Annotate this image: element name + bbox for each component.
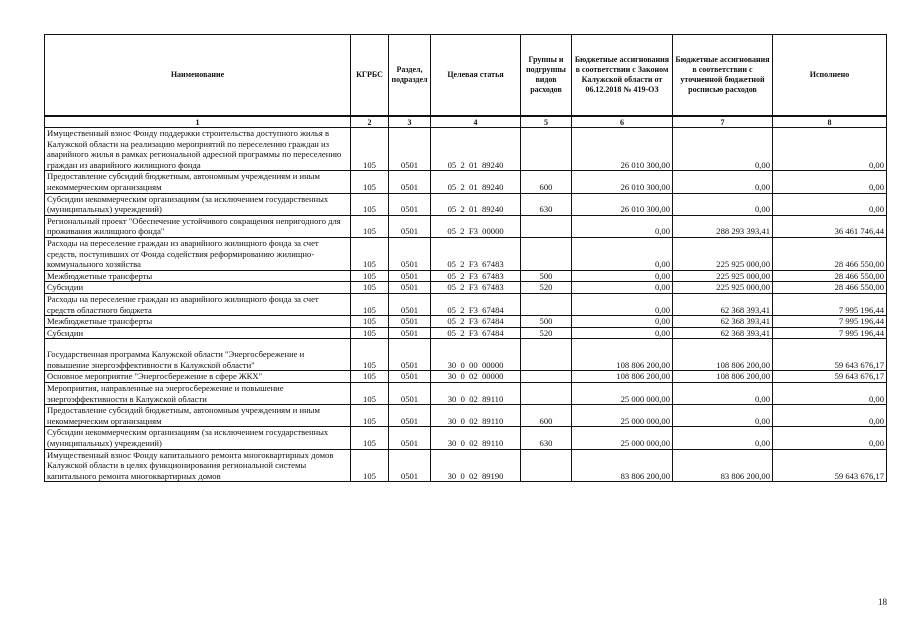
row-executed: 7 995 196,44 <box>773 293 887 315</box>
row-expense-group: 600 <box>521 171 572 193</box>
row-revised-allocation: 0,00 <box>673 427 773 449</box>
row-executed: 0,00 <box>773 427 887 449</box>
row-kgrbs: 105 <box>351 339 389 371</box>
row-executed: 59 643 676,17 <box>773 371 887 383</box>
row-law-allocation: 26 010 300,00 <box>572 128 673 171</box>
header-target-article: Целевая статья <box>431 35 521 117</box>
row-section: 0501 <box>389 316 431 328</box>
row-section: 0501 <box>389 449 431 482</box>
header-executed: Исполнено <box>773 35 887 117</box>
row-revised-allocation: 225 925 000,00 <box>673 282 773 294</box>
column-number: 6 <box>572 116 673 128</box>
row-name: Межбюджетные трансферты <box>45 316 351 328</box>
row-kgrbs: 105 <box>351 427 389 449</box>
table-body <box>45 128 887 482</box>
row-name: Имущественный взнос Фонду поддержки строительства доступного жилья в Калужской области на реализацию мероприятий по переселению граждан из аварийного жилья в рамках региональной адресной программы по переселению граждан из аварийного жилищного фонда <box>45 128 351 171</box>
row-expense-group <box>521 215 572 237</box>
header-revised-allocations: Бюджетные ассигнования в соответствии с уточненной бюджетной росписью расходов <box>673 35 773 117</box>
row-expense-group: 630 <box>521 427 572 449</box>
table-row <box>45 449 887 482</box>
row-section: 0501 <box>389 293 431 315</box>
row-name: Предоставление субсидий бюджетным, автономным учреждениям и иным некоммерческим организациям <box>45 405 351 427</box>
row-law-allocation: 108 806 200,00 <box>572 339 673 371</box>
page-number: 18 <box>878 597 887 607</box>
row-expense-group <box>521 128 572 171</box>
row-target-article: 05 2 F3 00000 <box>431 215 521 237</box>
row-revised-allocation: 0,00 <box>673 405 773 427</box>
row-executed: 0,00 <box>773 171 887 193</box>
row-section: 0501 <box>389 427 431 449</box>
row-target-article: 05 2 01 89240 <box>431 171 521 193</box>
row-name: Имущественный взнос Фонду капитального ремонта многоквартирных домов Калужской области в целях функционирования региональной системы капитального ремонта многоквартирных домов <box>45 449 351 482</box>
row-kgrbs: 105 <box>351 282 389 294</box>
row-revised-allocation: 0,00 <box>673 171 773 193</box>
row-expense-group <box>521 371 572 383</box>
row-target-article: 05 2 01 89240 <box>431 193 521 215</box>
row-name: Субсидии <box>45 282 351 294</box>
table-row <box>45 371 887 383</box>
row-law-allocation: 0,00 <box>572 215 673 237</box>
row-section: 0501 <box>389 171 431 193</box>
row-expense-group <box>521 383 572 405</box>
budget-table <box>44 34 887 482</box>
row-kgrbs: 105 <box>351 237 389 270</box>
row-executed: 36 461 746,44 <box>773 215 887 237</box>
row-section: 0501 <box>389 383 431 405</box>
row-revised-allocation: 83 806 200,00 <box>673 449 773 482</box>
row-revised-allocation: 0,00 <box>673 128 773 171</box>
row-law-allocation: 0,00 <box>572 270 673 282</box>
row-name: Региональный проект "Обеспечение устойчивого сокращения непригодного для проживания жилищного фонда" <box>45 215 351 237</box>
row-law-allocation: 25 000 000,00 <box>572 427 673 449</box>
row-kgrbs: 105 <box>351 405 389 427</box>
row-kgrbs: 105 <box>351 383 389 405</box>
row-target-article: 30 0 02 89190 <box>431 449 521 482</box>
row-kgrbs: 105 <box>351 293 389 315</box>
row-section: 0501 <box>389 215 431 237</box>
table-row <box>45 171 887 193</box>
row-law-allocation: 0,00 <box>572 293 673 315</box>
column-number: 8 <box>773 116 887 128</box>
row-executed: 0,00 <box>773 128 887 171</box>
row-executed: 0,00 <box>773 383 887 405</box>
row-law-allocation: 0,00 <box>572 237 673 270</box>
row-kgrbs: 105 <box>351 270 389 282</box>
table-row <box>45 293 887 315</box>
table-row <box>45 270 887 282</box>
row-expense-group: 600 <box>521 405 572 427</box>
row-target-article: 05 2 01 89240 <box>431 128 521 171</box>
row-law-allocation: 26 010 300,00 <box>572 193 673 215</box>
row-name: Субсидии некоммерческим организациям (за исключением государственных (муниципальных) учреждений) <box>45 193 351 215</box>
row-law-allocation: 108 806 200,00 <box>572 371 673 383</box>
row-target-article: 30 0 02 89110 <box>431 383 521 405</box>
table-row <box>45 128 887 171</box>
header-law-allocations: Бюджетные ассигнования в соответствии с Законом Калужской области от 06.12.2018 № 419-ОЗ <box>572 35 673 117</box>
row-name: Мероприятия, направленные на энергосбережение и повышение энергоэффективности в Калужской области <box>45 383 351 405</box>
column-number: 2 <box>351 116 389 128</box>
row-name: Расходы на переселение граждан из аварийного жилищного фонда за счет средств областного бюджета <box>45 293 351 315</box>
column-number: 4 <box>431 116 521 128</box>
row-executed: 7 995 196,44 <box>773 327 887 339</box>
row-name: Предоставление субсидий бюджетным, автономным учреждениям и иным некоммерческим организациям <box>45 171 351 193</box>
row-target-article: 30 0 02 89110 <box>431 427 521 449</box>
column-number: 1 <box>45 116 351 128</box>
row-target-article: 05 2 F3 67484 <box>431 293 521 315</box>
row-revised-allocation: 62 368 393,41 <box>673 316 773 328</box>
row-section: 0501 <box>389 237 431 270</box>
row-name: Субсидии <box>45 327 351 339</box>
header-expense-groups: Группы и подгруппы видов расходов <box>521 35 572 117</box>
row-expense-group <box>521 339 572 371</box>
row-law-allocation: 25 000 000,00 <box>572 383 673 405</box>
table-row <box>45 405 887 427</box>
row-expense-group <box>521 293 572 315</box>
table-row <box>45 427 887 449</box>
row-section: 0501 <box>389 270 431 282</box>
column-number: 3 <box>389 116 431 128</box>
row-executed: 7 995 196,44 <box>773 316 887 328</box>
header-name: Наименование <box>45 35 351 117</box>
table-row <box>45 282 887 294</box>
row-kgrbs: 105 <box>351 371 389 383</box>
table-row <box>45 339 887 371</box>
row-kgrbs: 105 <box>351 449 389 482</box>
row-name: Межбюджетные трансферты <box>45 270 351 282</box>
header-kgrbs: КГРБС <box>351 35 389 117</box>
row-name: Субсидии некоммерческим организациям (за исключением государственных (муниципальных) учреждений) <box>45 427 351 449</box>
row-expense-group: 500 <box>521 270 572 282</box>
row-target-article: 05 2 F3 67483 <box>431 270 521 282</box>
table-row <box>45 237 887 270</box>
row-section: 0501 <box>389 339 431 371</box>
row-section: 0501 <box>389 282 431 294</box>
row-kgrbs: 105 <box>351 128 389 171</box>
row-law-allocation: 0,00 <box>572 282 673 294</box>
row-executed: 28 466 550,00 <box>773 270 887 282</box>
row-revised-allocation: 108 806 200,00 <box>673 339 773 371</box>
row-executed: 28 466 550,00 <box>773 237 887 270</box>
row-name: Расходы на переселение граждан из аварийного жилищного фонда за счет средств, поступивших от Фонда содействия реформированию жилищно-коммунального хозяйства <box>45 237 351 270</box>
row-target-article: 05 2 F3 67484 <box>431 316 521 328</box>
row-expense-group: 500 <box>521 316 572 328</box>
row-name: Государственная программа Калужской области "Энергосбережение и повышение энергоэффективности в Калужской области" <box>45 339 351 371</box>
row-kgrbs: 105 <box>351 215 389 237</box>
row-expense-group: 520 <box>521 327 572 339</box>
row-law-allocation: 0,00 <box>572 316 673 328</box>
row-section: 0501 <box>389 327 431 339</box>
header-section: Раздел, подраздел <box>389 35 431 117</box>
row-target-article: 30 0 00 00000 <box>431 339 521 371</box>
row-law-allocation: 83 806 200,00 <box>572 449 673 482</box>
row-revised-allocation: 225 925 000,00 <box>673 270 773 282</box>
table-header <box>45 35 887 128</box>
column-number: 5 <box>521 116 572 128</box>
row-expense-group: 520 <box>521 282 572 294</box>
row-target-article: 05 2 F3 67484 <box>431 327 521 339</box>
table-row <box>45 193 887 215</box>
column-number: 7 <box>673 116 773 128</box>
row-kgrbs: 105 <box>351 193 389 215</box>
row-kgrbs: 105 <box>351 171 389 193</box>
row-revised-allocation: 62 368 393,41 <box>673 327 773 339</box>
row-expense-group: 630 <box>521 193 572 215</box>
row-target-article: 30 0 02 00000 <box>431 371 521 383</box>
row-executed: 59 643 676,17 <box>773 339 887 371</box>
row-section: 0501 <box>389 371 431 383</box>
row-kgrbs: 105 <box>351 327 389 339</box>
row-revised-allocation: 225 925 000,00 <box>673 237 773 270</box>
row-target-article: 30 0 02 89110 <box>431 405 521 427</box>
row-target-article: 05 2 F3 67483 <box>431 282 521 294</box>
row-expense-group <box>521 237 572 270</box>
row-kgrbs: 105 <box>351 316 389 328</box>
row-revised-allocation: 0,00 <box>673 383 773 405</box>
row-executed: 0,00 <box>773 405 887 427</box>
row-revised-allocation: 0,00 <box>673 193 773 215</box>
table-row <box>45 327 887 339</box>
row-revised-allocation: 108 806 200,00 <box>673 371 773 383</box>
row-law-allocation: 25 000 000,00 <box>572 405 673 427</box>
table-row <box>45 316 887 328</box>
row-revised-allocation: 62 368 393,41 <box>673 293 773 315</box>
row-executed: 59 643 676,17 <box>773 449 887 482</box>
row-name: Основное мероприятие "Энергосбережение в сфере ЖКХ" <box>45 371 351 383</box>
row-section: 0501 <box>389 405 431 427</box>
row-executed: 0,00 <box>773 193 887 215</box>
row-section: 0501 <box>389 128 431 171</box>
table-row <box>45 215 887 237</box>
table-row <box>45 383 887 405</box>
row-law-allocation: 26 010 300,00 <box>572 171 673 193</box>
row-expense-group <box>521 449 572 482</box>
row-section: 0501 <box>389 193 431 215</box>
row-law-allocation: 0,00 <box>572 327 673 339</box>
row-executed: 28 466 550,00 <box>773 282 887 294</box>
row-revised-allocation: 288 293 393,41 <box>673 215 773 237</box>
row-target-article: 05 2 F3 67483 <box>431 237 521 270</box>
